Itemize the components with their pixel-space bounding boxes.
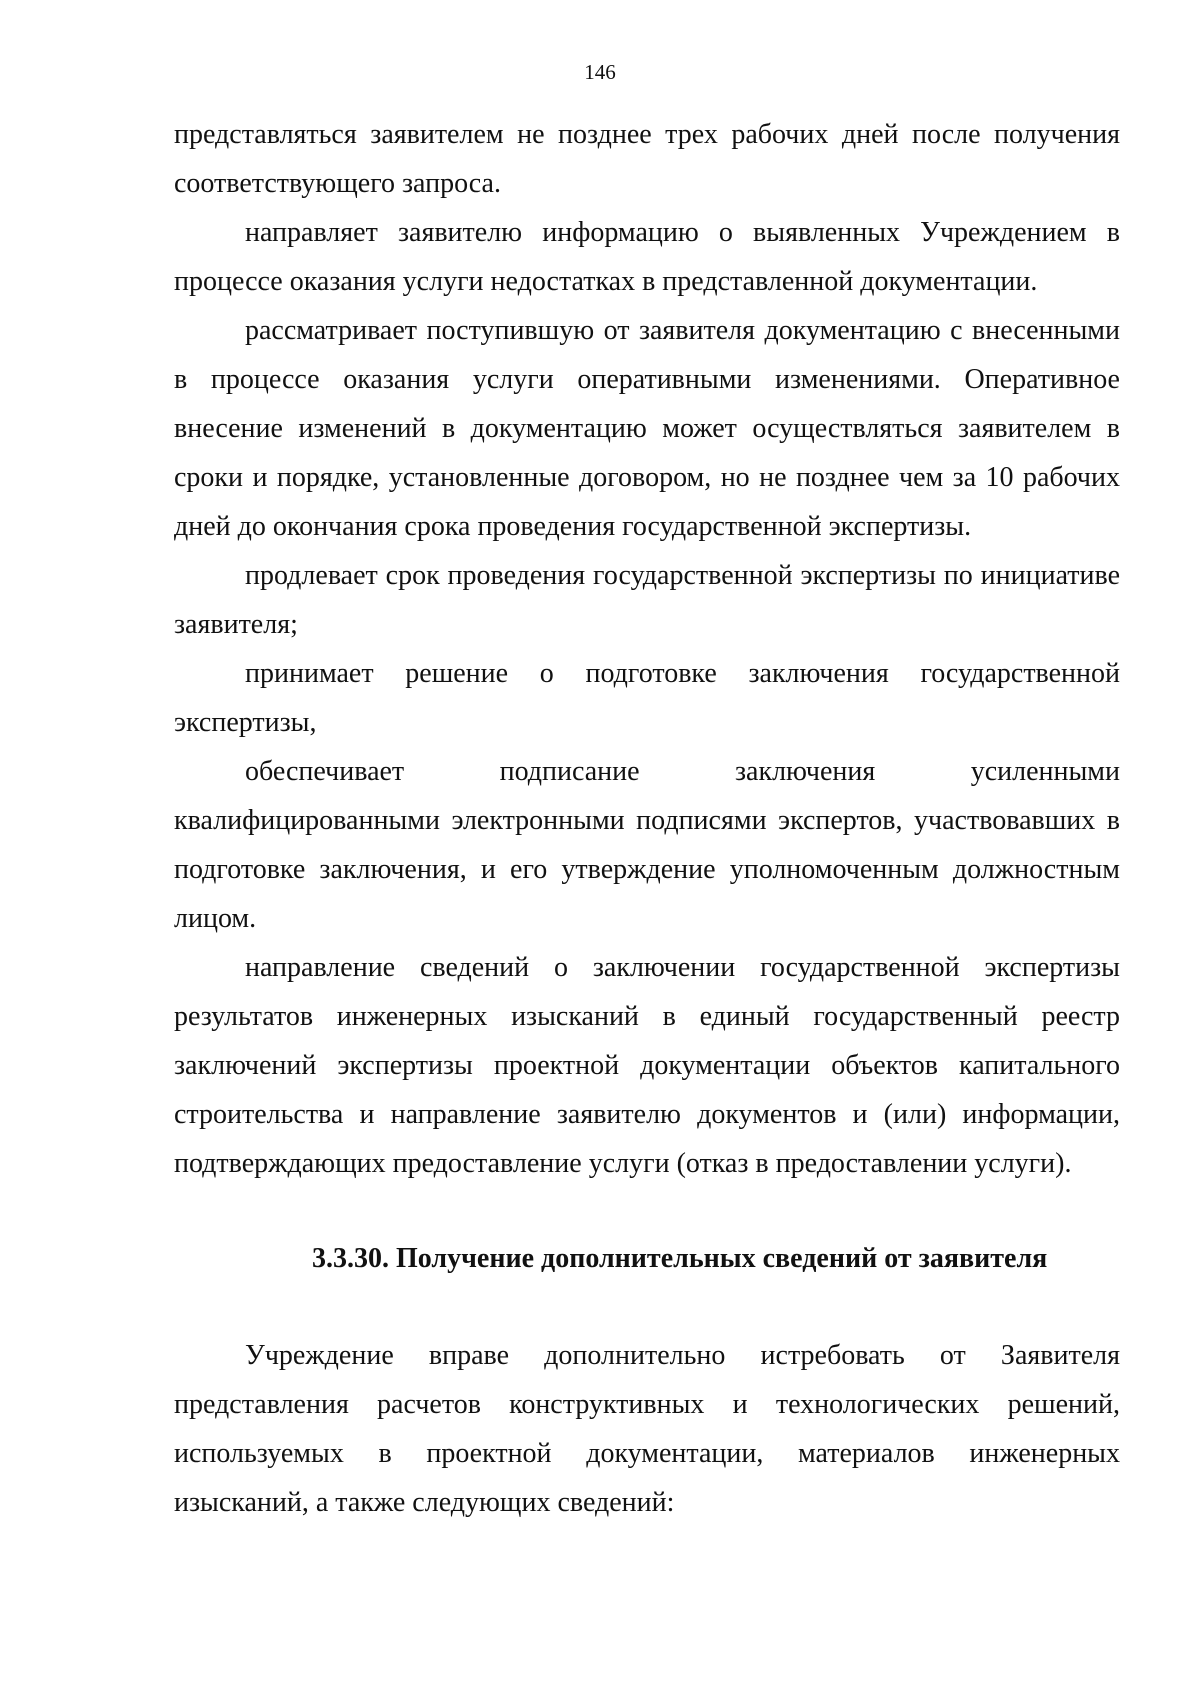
paragraph-review-changes: рассматривает поступившую от заявителя документацию с внесенными в процессе оказания услуги оперативными изменениями. Оперативное внесение изменений в документацию может осуществляться заявителем в сроки и порядке, установленные договором, но не позднее чем за 10 рабочих дней до окончания срока проведения государственной экспертизы. bbox=[174, 315, 1120, 542]
document-body bbox=[174, 110, 1120, 1527]
paragraph-continuation: представляться заявителем не позднее трех рабочих дней после получения соответствующего запроса. bbox=[174, 119, 1120, 199]
page-number: 146 bbox=[584, 60, 616, 84]
paragraph-extend-term: продлевает срок проведения государственной экспертизы по инициативе заявителя; bbox=[174, 560, 1120, 640]
paragraph-registry: направление сведений о заключении государственной экспертизы результатов инженерных изысканий в единый государственный реестр заключений экспертизы проектной документации объектов капитального строительства и направление заявителю документов и (или) информации, подтверждающих предоставление услуги (отказ в предоставлении услуги). bbox=[174, 952, 1120, 1179]
paragraph-signing: обеспечивает подписание заключения усиленными квалифицированными электронными подписями экспертов, участвовавших в подготовке заключения, и его утверждение уполномоченным должностным лицом. bbox=[174, 756, 1120, 934]
section-heading: 3.3.30. Получение дополнительных сведений от заявителя bbox=[312, 1243, 1048, 1274]
spacer bbox=[174, 1283, 1120, 1331]
spacer bbox=[174, 1188, 1120, 1234]
paragraph-decision: принимает решение о подготовке заключения государственной экспертизы, bbox=[174, 658, 1120, 738]
paragraph-notify-deficiencies: направляет заявителю информацию о выявленных Учреждением в процессе оказания услуги недостатках в представленной документации. bbox=[174, 217, 1120, 297]
paragraph-additional-info: Учреждение вправе дополнительно истребовать от Заявителя представления расчетов конструктивных и технологических решений, используемых в проектной документации, материалов инженерных изысканий, а также следующих сведений: bbox=[174, 1340, 1120, 1518]
